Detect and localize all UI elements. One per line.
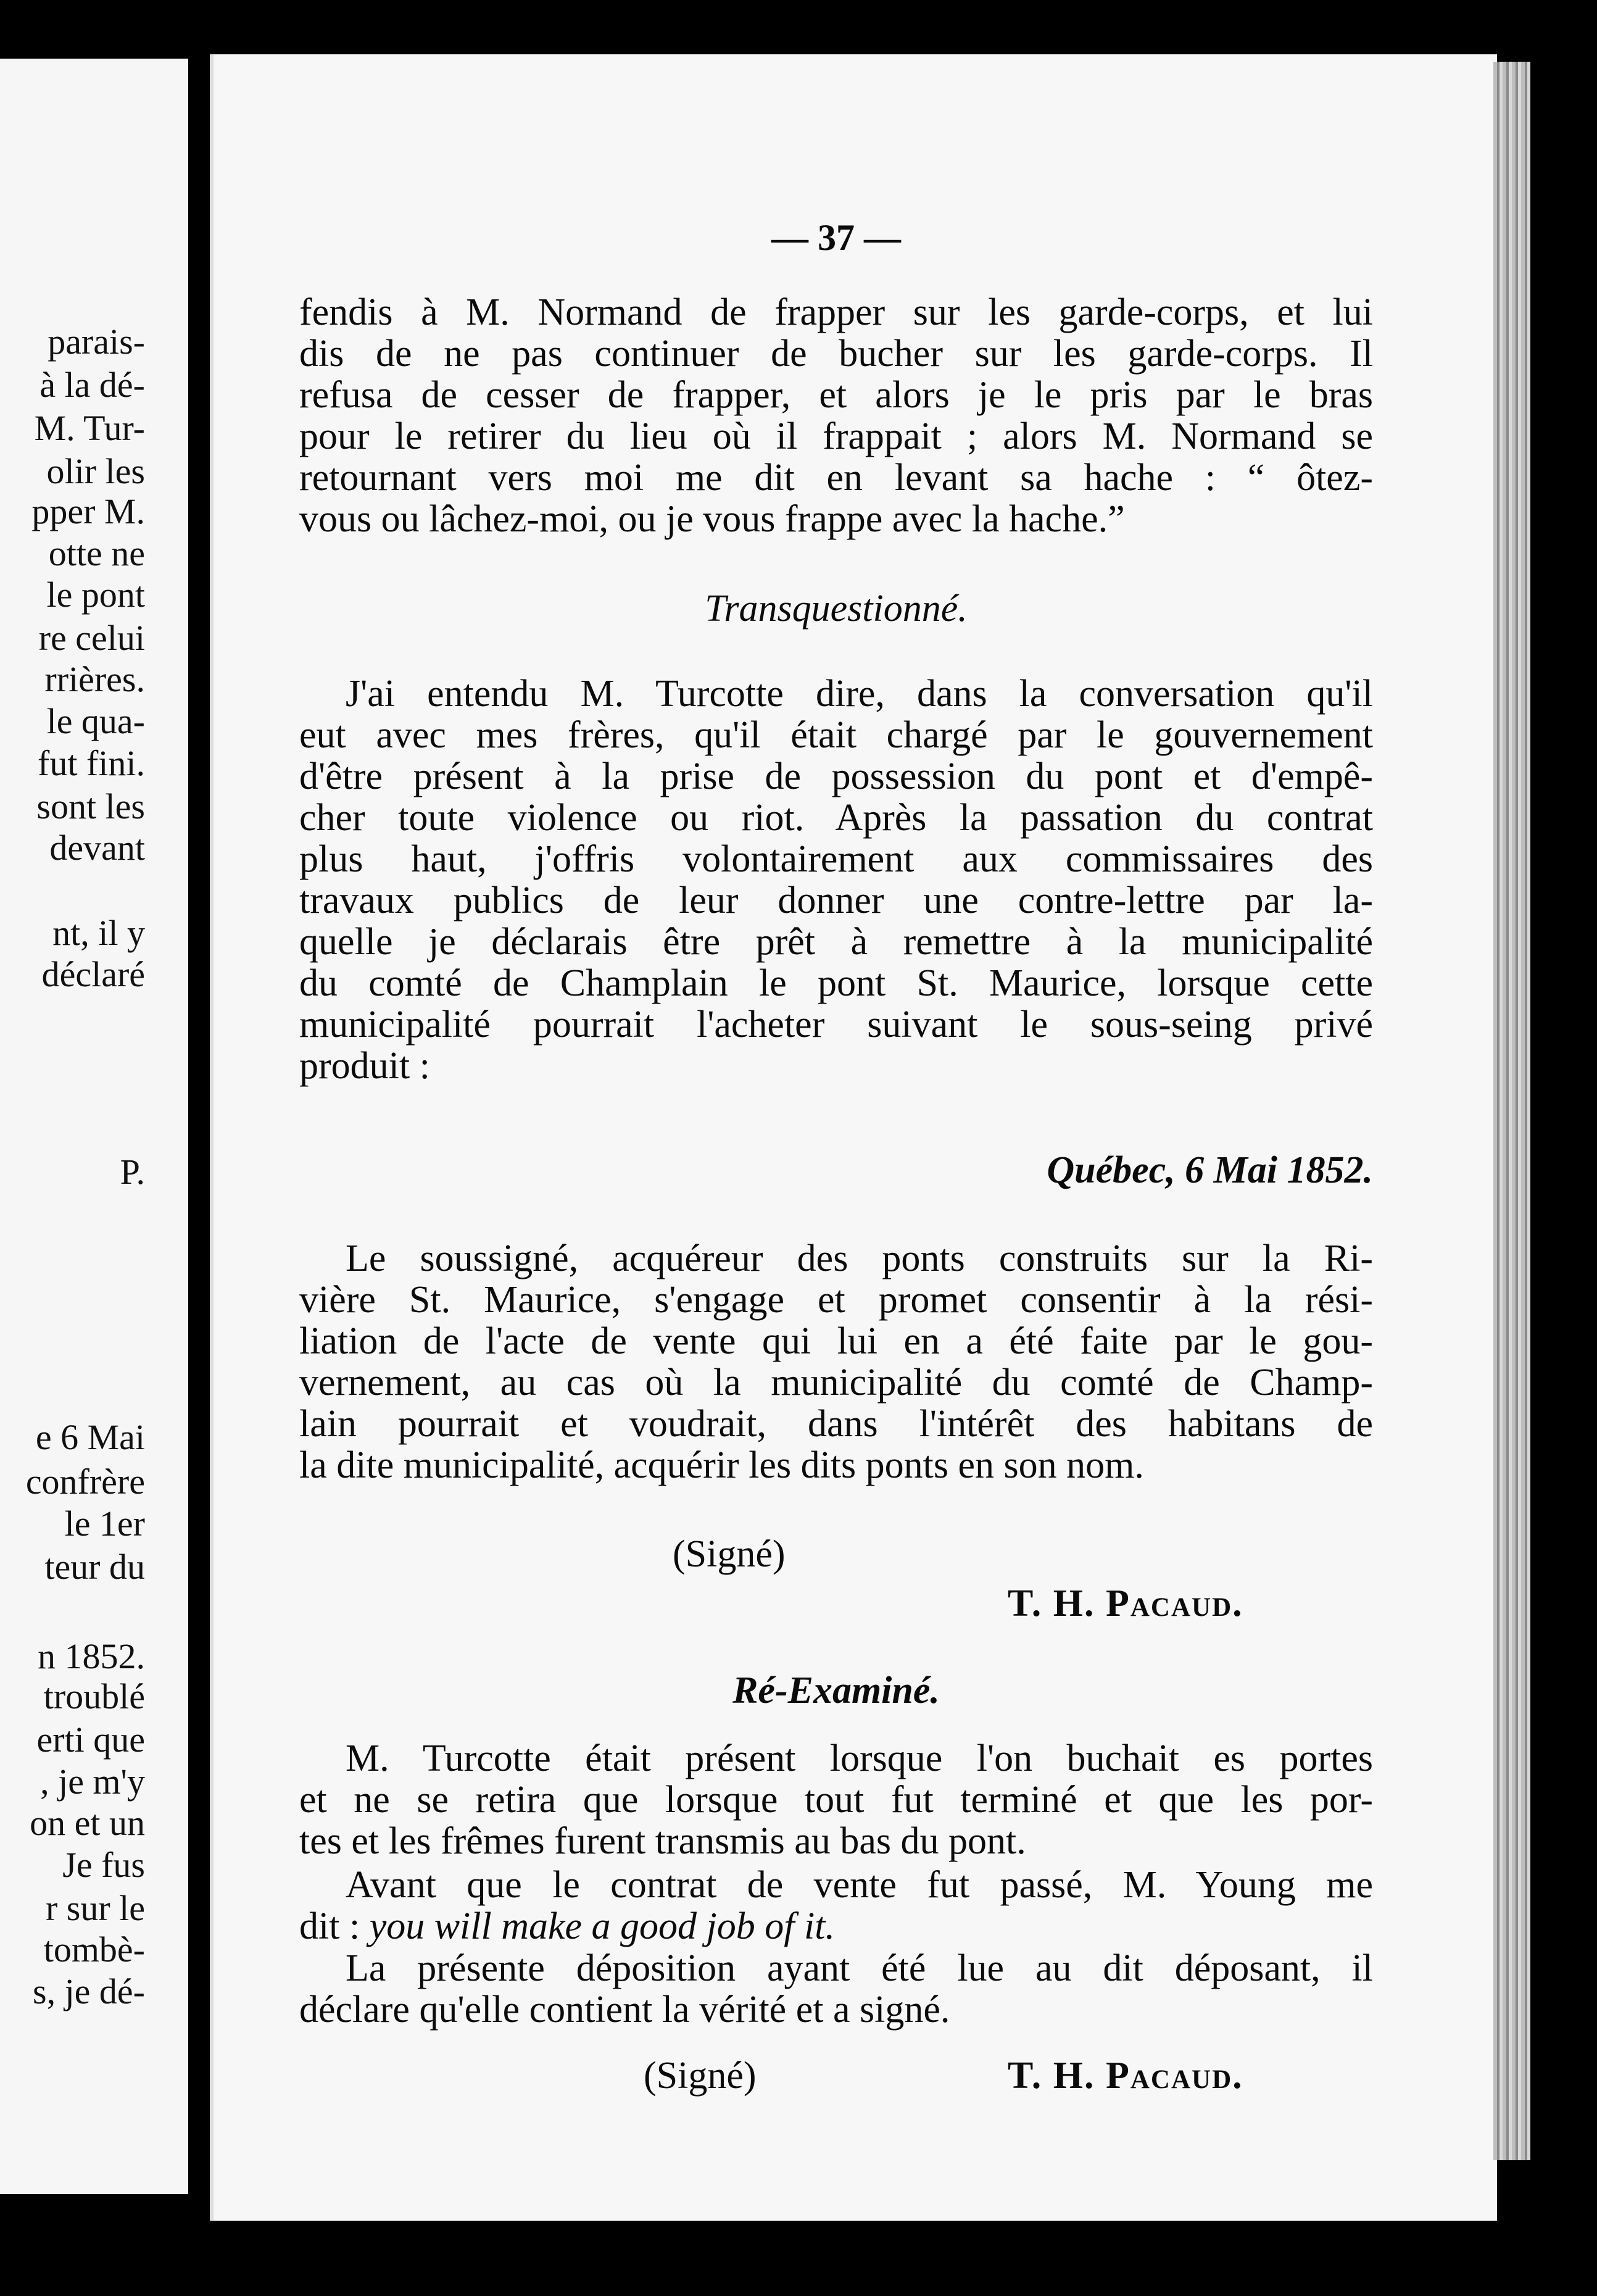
signe-label-2: (Signé) xyxy=(644,2055,757,2097)
left-page-fragment: Je fus xyxy=(62,1845,145,1885)
paragraph-5-line-1: Avant que le contrat de vente fut passé, M. Young me xyxy=(346,1864,1373,1906)
text-line: tes et les frêmes furent transmis au bas du pont. xyxy=(299,1820,1026,1862)
left-page-fragment: nt, il y xyxy=(52,913,145,953)
text-line: produit : xyxy=(299,1045,430,1087)
text-line: déclare qu'elle contient la vérité et a signé. xyxy=(299,1989,950,2031)
left-page-fragment: s, je dé- xyxy=(33,1971,145,2011)
left-page-fragment: pper M. xyxy=(31,491,145,531)
text-line: municipalité pourrait l'acheter suivant le sous-seing privé xyxy=(299,1004,1373,1046)
paragraph-5-quote: you will make a good job of it. xyxy=(369,1905,835,1947)
heading-transquestionne: Transquestionné. xyxy=(705,588,968,630)
left-page-fragment: tombè- xyxy=(43,1929,145,1969)
left-page-fragment: le 1er xyxy=(64,1504,145,1544)
text-line: la dite municipalité, acquérir les dits ponts en son nom. xyxy=(299,1444,1144,1486)
left-page-fragment: olir les xyxy=(46,451,145,491)
signature-1 xyxy=(1008,1584,1243,1623)
text-line: cher toute violence ou riot. Après la passation du contrat xyxy=(299,797,1373,839)
left-page-fragment: confrère xyxy=(25,1462,145,1502)
page-text xyxy=(299,0,1373,2296)
left-page-fragment: sont les xyxy=(36,786,145,826)
left-page-fragment: devant xyxy=(49,828,145,868)
left-page-fragment: le pont xyxy=(46,575,145,615)
signe-label-1: (Signé) xyxy=(673,1533,786,1575)
text-line: refusa de cesser de frapper, et alors je le pris par le bras xyxy=(299,374,1373,416)
paragraph-5-dit: dit : xyxy=(299,1905,360,1947)
text-line: fendis à M. Normand de frapper sur les garde-corps, et lui xyxy=(299,291,1373,333)
left-page-fragment: rrières. xyxy=(44,659,145,699)
text-line: travaux publics de leur donner une contre-lettre par la- xyxy=(299,880,1373,921)
left-page-fragment: le qua- xyxy=(46,701,145,741)
text-line: et ne se retira que lorsque tout fut terminé et que les por- xyxy=(299,1779,1373,1821)
left-page-fragment: erti que xyxy=(36,1720,145,1760)
left-page-fragment: , je m'y xyxy=(40,1762,145,1802)
left-page-fragment: n 1852. xyxy=(38,1636,145,1676)
text-line: vous ou lâchez-moi, ou je vous frappe avec la hache.” xyxy=(299,498,1125,540)
left-page-fragment: P. xyxy=(120,1152,145,1192)
left-page-fragment: fut fini. xyxy=(38,743,145,783)
left-page-fragment: parais- xyxy=(48,322,145,362)
left-page-fragment: on et un xyxy=(30,1803,145,1843)
text-line: d'être présent à la prise de possession du pont et d'empê- xyxy=(299,755,1373,797)
text-line: La présente déposition ayant été lue au dit déposant, il xyxy=(346,1947,1373,1989)
signature-2-text: T. H. Pacaud. xyxy=(1008,2055,1243,2097)
text-line: M. Turcotte était présent lorsque l'on buchait es portes xyxy=(346,1737,1373,1779)
text-line: lain pourrait et voudrait, dans l'intérêt des habitans de xyxy=(299,1403,1373,1445)
left-page-fragment: à la dé- xyxy=(39,365,145,405)
left-page-fragment: re celui xyxy=(38,618,145,658)
page-number: — 37 — xyxy=(771,217,901,258)
text-line: vière St. Maurice, s'engage et promet consentir à la rési- xyxy=(299,1279,1373,1321)
signature-1-text: T. H. Pacaud. xyxy=(1008,1583,1243,1624)
text-line: J'ai entendu M. Turcotte dire, dans la conversation qu'il xyxy=(346,673,1373,715)
left-page-fragment: troublé xyxy=(43,1676,145,1716)
paragraph-5-line-2 xyxy=(299,1907,835,1945)
left-page-fragment: r sur le xyxy=(45,1888,145,1928)
text-line: eut avec mes frères, qu'il était chargé par le gouvernement xyxy=(299,714,1373,756)
adjacent-page-left xyxy=(0,59,188,2194)
left-page-fragment: otte ne xyxy=(48,533,145,573)
page-edge-stack xyxy=(1493,62,1530,2160)
text-line: du comté de Champlain le pont St. Maurice, lorsque cette xyxy=(299,962,1373,1004)
left-page-fragment: teur du xyxy=(44,1547,145,1587)
signature-2 xyxy=(1008,2057,1243,2095)
left-page-fragment: M. Tur- xyxy=(34,408,145,448)
text-line: dis de ne pas continuer de bucher sur les garde-corps. Il xyxy=(299,333,1373,375)
dateline: Québec, 6 Mai 1852. xyxy=(1047,1149,1373,1191)
text-line: quelle je déclarais être prêt à remettre à la municipalité xyxy=(299,921,1373,963)
text-line: liation de l'acte de vente qui lui en a été faite par le gou- xyxy=(299,1320,1373,1362)
text-line: retournant vers moi me dit en levant sa hache : “ ôtez- xyxy=(299,457,1373,499)
heading-reexamine: Ré-Examiné. xyxy=(732,1670,940,1712)
text-line: plus haut, j'offris volontairement aux commissaires des xyxy=(299,838,1373,880)
left-page-fragment: e 6 Mai xyxy=(35,1417,145,1457)
left-page-fragment: déclaré xyxy=(41,954,145,994)
text-line: Le soussigné, acquéreur des ponts construits sur la Ri- xyxy=(346,1237,1373,1279)
text-line: pour le retirer du lieu où il frappait ; alors M. Normand se xyxy=(299,415,1373,457)
text-line: vernement, au cas où la municipalité du comté de Champ- xyxy=(299,1362,1373,1404)
